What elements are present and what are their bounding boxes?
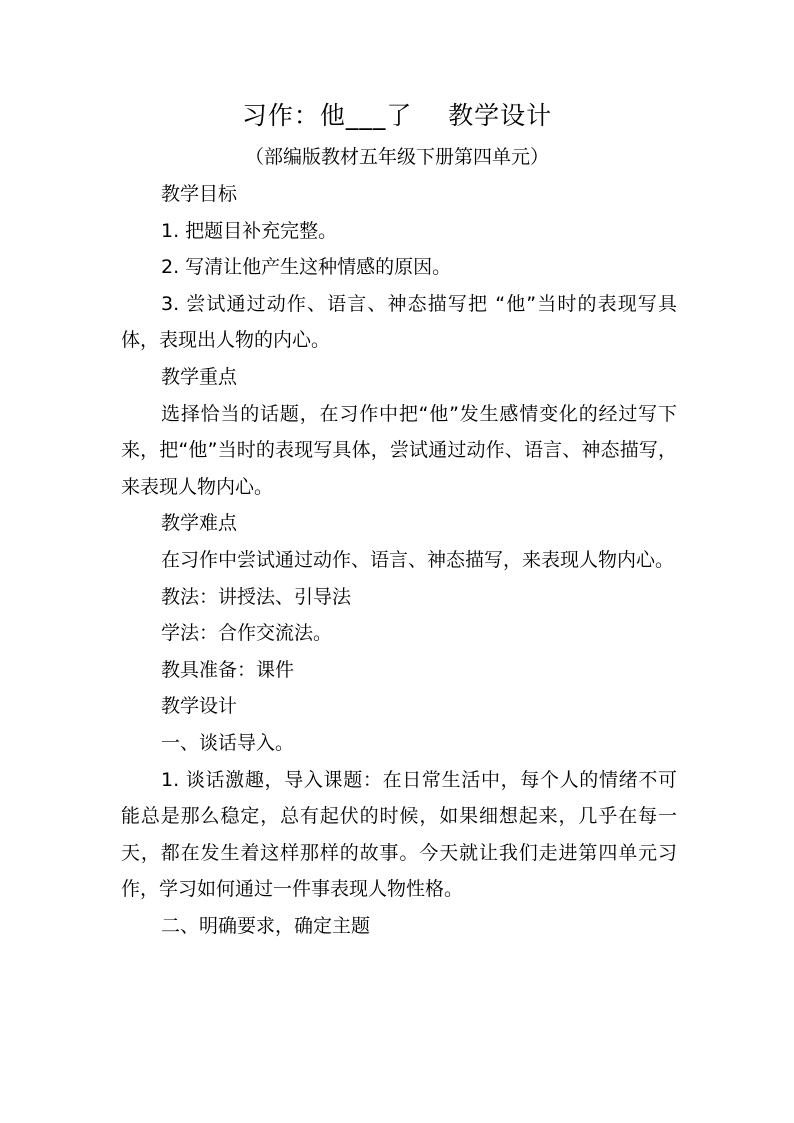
heading-teaching-design: 教学设计 <box>161 695 238 718</box>
heading-key-points: 教学重点 <box>161 365 238 388</box>
document-title: 习作：他___了 教学设计 <box>241 101 553 130</box>
teaching-methods: 教法：讲授法、引导法 <box>161 585 352 608</box>
difficulties-text: 在习作中尝试通过动作、语言、神态描写，来表现人物内心。 <box>161 548 675 571</box>
document-subtitle: （部编版教材五年级下册第四单元） <box>244 146 549 168</box>
goal-item-3: 3. 尝试通过动作、语言、神态描写把 “他”当时的表现写具体，表现出人物的内心。 <box>121 292 677 352</box>
learning-methods: 学法：合作交流法。 <box>161 622 333 645</box>
section-2-heading: 二、明确要求，确定主题 <box>161 914 371 937</box>
teaching-aids: 教具准备：课件 <box>161 658 295 681</box>
goal-item-1: 1. 把题目补充完整。 <box>161 219 338 242</box>
document-body <box>121 176 677 944</box>
section-1-heading: 一、谈话导入。 <box>161 731 295 754</box>
section-1-text: 1. 谈话激趣，导入课题：在日常生活中，每个人的情绪不可能总是那么稳定，总有起伏的时候，如果细想起来，几乎在每一天，都在发生着这样那样的故事。今天就让我们走进第四单元习作，学习如何通过一件事表现人物性格。 <box>121 768 677 901</box>
key-points-text: 选择恰当的话题，在习作中把“他”发生感情变化的经过写下来，把“他”当时的表现写具体，尝试通过动作、语言、神态描写，来表现人物内心。 <box>121 402 677 498</box>
heading-difficulties: 教学难点 <box>161 512 238 535</box>
heading-teaching-goals: 教学目标 <box>161 183 238 205</box>
goal-item-2: 2. 写清让他产生这种情感的原因。 <box>161 256 452 279</box>
